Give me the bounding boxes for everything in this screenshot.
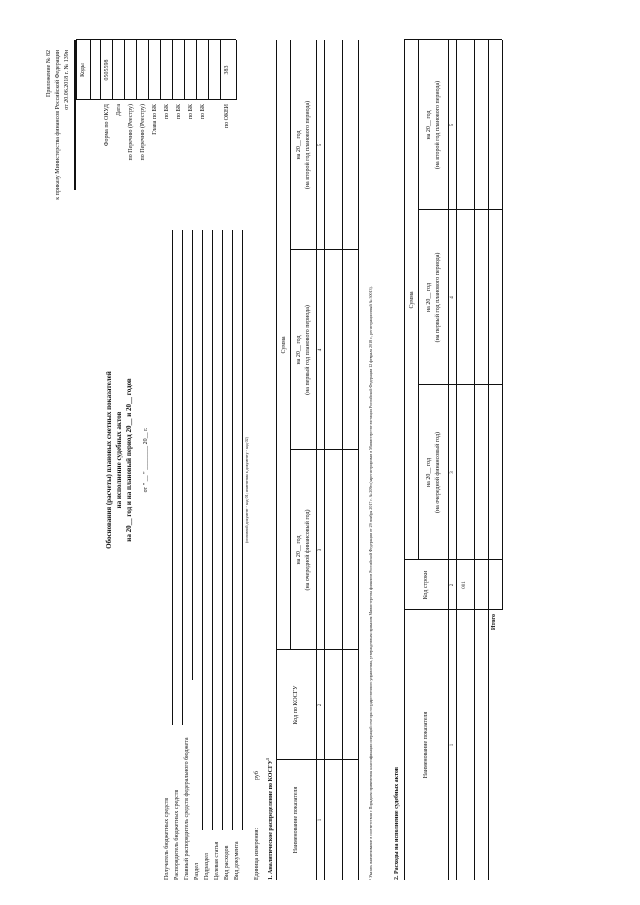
unit-value: руб [254,771,260,780]
s1-num-4: 4 [318,348,323,352]
s1-col-y1: на 20__ год [296,535,302,565]
s2-col-y3-sub: (на второй год планового периода) [435,80,441,170]
s1-bottom-border [358,40,359,880]
s1-num-2: 2 [318,703,323,707]
s2-col-y1: на 20__ год [426,457,432,488]
s2-col-code: Код строки [422,570,429,600]
codes-header: Коды [80,63,86,77]
form-title: Обоснования (расчеты) плановых сметных показателей [105,371,113,549]
bk-label-1: по БК [164,104,170,120]
form-period: на 20__ год и на плановый период 20__ и 20__ годов [125,378,133,542]
form-date: от " __ " ________ 20__ г. [143,427,149,493]
s2-row-line [474,40,475,880]
okud-value: 0505598 [104,59,110,81]
s1-row-line [342,40,343,880]
s1-col-y2: на 20__ год [296,335,302,365]
s1-col-name: Наименование показателя [292,786,299,854]
fill-line [172,230,173,725]
s1-header-bottom [316,40,317,880]
s1-col-code: Код по КОСГУ [292,685,299,725]
codes-line [220,40,221,100]
codes-line [124,40,125,100]
s2-num-bottom [456,40,457,880]
appendix-number: Приложение № 82 [46,50,52,97]
s2-sum-header: Сумма [408,291,415,309]
footnote: ¹ Указать наименование в соответствии с Порядком применения классификации операций сектора государственного управления, утвержденным приказом Министерства финансов Российской Федерации от 29 ноября 2017 г. № 209н (зарегистрирован в Министерстве юстиции Российской Федерации 12 февраля 2018 г., регистрационный № 50013). [368,286,373,880]
codes-line [112,40,113,100]
s1-col-y3: на 20__ год [296,130,302,160]
s2-col-y1-sub: (на очередной финансовый год) [435,431,441,514]
perechen-label-2: по Перечню (Реестру) [140,104,146,161]
field-distributor: Распорядитель бюджетных средств [174,789,180,880]
section2-title: 2. Расходы на исполнение судебных актов [394,766,400,880]
s2-total-label: Итого [491,614,497,631]
s2-bottom-border [488,40,489,880]
s1-sum-header: Сумма [280,336,287,354]
fill-line [222,230,223,830]
s2-sum-divider [418,40,419,560]
codes-line [136,40,137,100]
codes-line [76,40,77,100]
s2-col-y2-sub: (на первый год планового периода) [435,252,441,343]
codes-line [196,40,197,100]
codes-line [208,40,209,100]
s2-col-y3: на 20__ год [426,110,432,140]
field-subsection: Подраздел [204,853,210,880]
date-label: Дата [116,104,122,116]
s1-col-y3-sub: (на второй год планового периода) [305,100,311,190]
s2-num-4: 4 [450,296,455,299]
codes-line [184,40,185,100]
doc-type-hint: (основной документ - код 01; изменения к документу - код 02) [244,437,249,543]
s1-num-1: 1 [318,818,323,822]
s2-total-bottom [502,40,503,610]
okei-value: 383 [224,65,230,75]
codes-line [172,40,173,100]
fill-line [242,230,243,830]
okud-label: Форма по ОКУД [104,104,110,147]
s2-num-3: 3 [450,471,455,474]
fill-line [212,230,213,830]
fill-line [232,230,233,830]
field-expense-type: Вид расходов [224,845,230,880]
codes-line [90,40,91,100]
s2-col-name: Наименование показателя [422,711,429,779]
s2-num-1: 1 [450,743,455,747]
s1-col-y2-sub: (на первый год планового периода) [305,305,311,395]
s1-num-bottom [324,40,325,880]
field-section: Раздел [194,863,200,880]
codes-line [236,40,237,100]
appendix-date: от 20.06.2018 г. № 139н [64,50,70,110]
s2-header-bottom [448,40,449,880]
bk-label-2: по БК [176,104,182,120]
field-recipient: Получатель бюджетных средств [164,797,170,880]
s2-col-y2: на 20__ год [426,282,432,313]
appendix-order: к приказу Министерства финансов Российской Федерации [55,50,61,200]
fill-line [192,230,193,680]
s2-num-2: 2 [450,583,455,587]
rotated-form-sheet [40,30,600,890]
s2-num-5: 5 [450,123,455,127]
s1-num-3: 3 [318,548,323,552]
form-subtitle: на исполнение судебных актов [115,411,123,509]
s1-sum-divider [290,40,291,650]
fill-line [182,230,183,725]
unit-label: Единица измерения: [254,827,260,880]
field-target-article: Целевая статья [214,841,220,880]
field-doc-type: Вид документа [234,841,240,880]
codes-line [100,40,101,100]
glava-label: Глава по БК [152,104,158,135]
s1-col-y1-sub: (на очередной финансовый год) [305,509,311,591]
section1-title: 1. Аналитическое распределение по КОСГУ$^1$ [265,757,274,880]
fill-line [202,230,203,830]
bk-label-3: по БК [188,104,194,120]
s2-row-code: 001 [462,581,467,589]
codes-line [148,40,149,100]
s1-num-5: 5 [318,143,323,147]
okei-label: по ОКЕИ [224,104,230,129]
bk-label-4: по БК [200,104,206,120]
perechen-label-1: по Перечню (Реестру) [128,104,134,161]
field-main-distributor: Главный распорядитель средств федерального бюджета [184,737,190,880]
codes-line [160,40,161,100]
